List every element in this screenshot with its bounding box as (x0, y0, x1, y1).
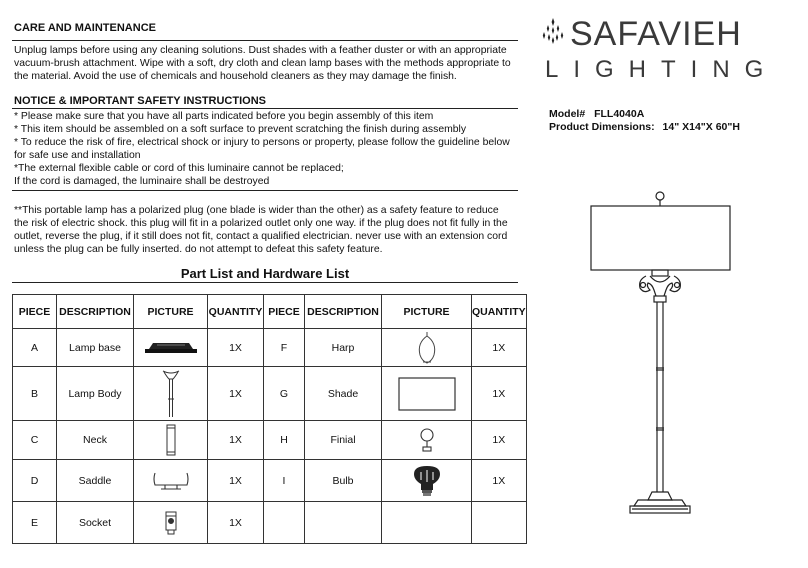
divider (12, 40, 518, 41)
description-cell: Bulb (305, 460, 382, 502)
table-row (13, 460, 527, 502)
table-row (13, 502, 527, 544)
picture-cell (382, 367, 472, 421)
column-header: QUANTITY (208, 295, 264, 329)
parts-title: Part List and Hardware List (180, 266, 350, 281)
divider (12, 190, 518, 191)
neck-icon (164, 424, 178, 456)
care-text (14, 44, 511, 83)
model-line (549, 108, 644, 120)
picture-cell (134, 460, 208, 502)
dimensions-label: Product Dimensions: (549, 121, 655, 133)
text-line: *The external flexible cable or cord of this luminaire cannot be replaced; (14, 163, 344, 174)
chandelier-logo-icon (542, 18, 564, 48)
quantity-cell: 1X (208, 367, 264, 421)
picture-cell (134, 502, 208, 544)
description-cell: Neck (57, 421, 134, 460)
piece-cell: F (264, 329, 305, 367)
floor-lamp-illustration (580, 188, 740, 528)
column-header: QUANTITY (472, 295, 527, 329)
plug-text (14, 204, 508, 256)
text-line: vacuum-brush attachment. Wipe with a soft, dry cloth and clean lamp bases with the methods appropriate to (14, 58, 511, 69)
table-header-row (13, 295, 527, 329)
column-header: PIECE (13, 295, 57, 329)
piece-cell: A (13, 329, 57, 367)
table-row (13, 367, 527, 421)
picture-cell (382, 421, 472, 460)
column-header: DESCRIPTION (57, 295, 134, 329)
quantity-cell: 1X (472, 329, 527, 367)
piece-cell: D (13, 460, 57, 502)
description-cell (305, 502, 382, 544)
column-header: PIECE (264, 295, 305, 329)
description-cell: Shade (305, 367, 382, 421)
text-line: for safe use and installation (14, 150, 141, 161)
quantity-cell: 1X (472, 421, 527, 460)
parts-table (12, 294, 527, 544)
lamp-base-icon (141, 341, 201, 355)
safety-text (14, 110, 510, 188)
table-row (13, 421, 527, 460)
care-title: CARE AND MAINTENANCE (14, 22, 156, 34)
model-label: Model# (549, 108, 586, 120)
picture-cell (134, 421, 208, 460)
piece-cell: E (13, 502, 57, 544)
column-header: PICTURE (134, 295, 208, 329)
picture-cell (382, 329, 472, 367)
shade-icon (398, 377, 456, 411)
description-cell: Saddle (57, 460, 134, 502)
text-line: the material. Avoid the use of chemicals and household cleaners as they may damage the finish. (14, 71, 457, 82)
quantity-cell: 1X (208, 502, 264, 544)
text-line: * This item should be assembled on a soft surface to prevent scratching the finish during assembly (14, 124, 467, 135)
piece-cell: B (13, 367, 57, 421)
quantity-cell: 1X (208, 329, 264, 367)
text-line: * To reduce the risk of fire, electrical shock or injury to persons or property, please follow the guideline below (14, 137, 510, 148)
lamp-body-icon (159, 369, 183, 419)
brand-name: SAFAVIEH (570, 15, 742, 53)
brand-sub: LIGHTING (545, 56, 779, 83)
picture-cell (134, 367, 208, 421)
text-line: **This portable lamp has a polarized plug (one blade is wider than the other) as a safety feature to reduce (14, 205, 499, 216)
bulb-icon (410, 464, 444, 498)
description-cell: Lamp base (57, 329, 134, 367)
piece-cell: I (264, 460, 305, 502)
piece-cell: G (264, 367, 305, 421)
piece-cell: C (13, 421, 57, 460)
description-cell: Finial (305, 421, 382, 460)
dimensions-value: 14" X14"X 60"H (662, 121, 740, 133)
text-line: If the cord is damaged, the luminaire shall be destroyed (14, 176, 270, 187)
finial-icon (418, 427, 436, 453)
picture-cell (382, 460, 472, 502)
socket-icon (163, 510, 179, 536)
text-line: the risk of electric shock. this plug will fit in a polarized outlet only one way. if the plug does not fit fully in the (14, 218, 508, 229)
model-number: FLL4040A (594, 108, 645, 120)
picture-cell (134, 329, 208, 367)
description-cell: Socket (57, 502, 134, 544)
piece-cell (264, 502, 305, 544)
saddle-icon (151, 471, 191, 491)
picture-cell (382, 502, 472, 544)
quantity-cell (472, 502, 527, 544)
column-header: PICTURE (382, 295, 472, 329)
text-line: Unplug lamps before using any cleaning solutions. Dust shades with a feather duster or with an appropriate (14, 45, 507, 56)
description-cell: Lamp Body (57, 367, 134, 421)
quantity-cell: 1X (472, 460, 527, 502)
quantity-cell: 1X (208, 460, 264, 502)
text-line: * Please make sure that you have all parts indicated before you begin assembly of this item (14, 111, 434, 122)
safety-title: NOTICE & IMPORTANT SAFETY INSTRUCTIONS (14, 95, 266, 107)
piece-cell: H (264, 421, 305, 460)
text-line: unless the plug can be fully inserted. do not attempt to defeat this safety feature. (14, 244, 383, 255)
divider (12, 282, 518, 283)
dimensions-line (549, 121, 740, 133)
divider (12, 108, 518, 109)
description-cell: Harp (305, 329, 382, 367)
table-row (13, 329, 527, 367)
quantity-cell: 1X (472, 367, 527, 421)
harp-icon (414, 331, 440, 365)
text-line: outlet, reverse the plug, if it still does not fit, contact a qualified electrician. never use with an extension cord (14, 231, 508, 242)
quantity-cell: 1X (208, 421, 264, 460)
column-header: DESCRIPTION (305, 295, 382, 329)
